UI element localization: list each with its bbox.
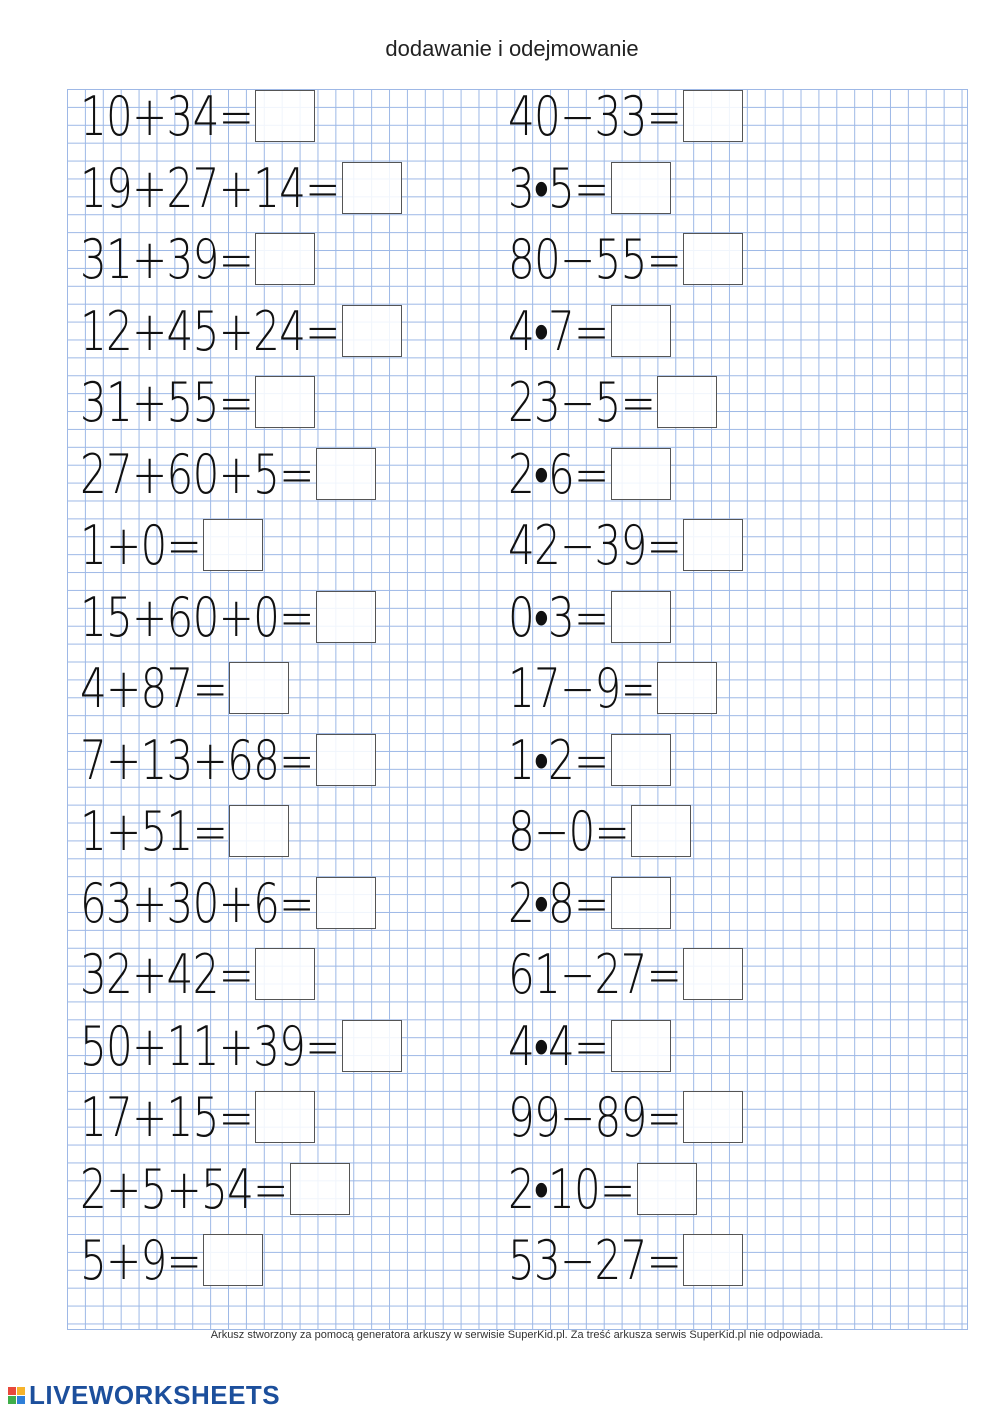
equation-text: 17−9= bbox=[508, 657, 656, 720]
answer-box[interactable] bbox=[683, 948, 743, 1000]
answer-box[interactable] bbox=[342, 305, 402, 357]
equation-text: 5+9= bbox=[80, 1229, 202, 1292]
equation-text: 2•10= bbox=[508, 1157, 635, 1221]
answer-box[interactable] bbox=[637, 1163, 697, 1215]
answer-box[interactable] bbox=[255, 1091, 315, 1143]
answer-box[interactable] bbox=[203, 519, 263, 571]
equation-text: 12+45+24= bbox=[80, 299, 340, 363]
equation-text: 27+60+5= bbox=[80, 442, 314, 506]
equation-text: 4+87= bbox=[80, 657, 228, 720]
answer-box[interactable] bbox=[316, 877, 376, 929]
equation-text: 50+11+39= bbox=[80, 1014, 340, 1078]
answer-box[interactable] bbox=[631, 805, 691, 857]
answer-box[interactable] bbox=[229, 805, 289, 857]
equation-text: 2•6= bbox=[508, 442, 609, 506]
equation-text: 31+39= bbox=[80, 228, 254, 291]
answer-box[interactable] bbox=[611, 305, 671, 357]
equation-text: 42−39= bbox=[508, 514, 682, 577]
equation-text: 0•3= bbox=[508, 585, 609, 649]
equation-text: 1+51= bbox=[80, 800, 228, 863]
equation-text: 7+13+68= bbox=[80, 728, 314, 792]
equation-text: 4•4= bbox=[508, 1014, 609, 1078]
equation-text: 40−33= bbox=[508, 85, 682, 148]
equation-text: 19+27+14= bbox=[80, 156, 340, 220]
equation-text: 53−27= bbox=[508, 1229, 682, 1292]
answer-box[interactable] bbox=[316, 591, 376, 643]
answer-box[interactable] bbox=[255, 233, 315, 285]
answer-box[interactable] bbox=[342, 1020, 402, 1072]
equation-text: 15+60+0= bbox=[80, 585, 314, 649]
equation-text: 2•8= bbox=[508, 871, 609, 935]
answer-box[interactable] bbox=[342, 162, 402, 214]
footer-note: Arkusz stworzony za pomocą generatora arkuszy w serwisie SuperKid.pl. Za treść arkusza serwis SuperKid.pl nie odpowiada. bbox=[210, 1329, 824, 1341]
answer-box[interactable] bbox=[316, 448, 376, 500]
worksheet-title: dodawanie i odejmowanie bbox=[385, 36, 639, 61]
logo-squares-icon bbox=[8, 1387, 25, 1404]
equation-text: 4•7= bbox=[508, 299, 609, 363]
answer-box[interactable] bbox=[255, 948, 315, 1000]
answer-box[interactable] bbox=[229, 662, 289, 714]
answer-box[interactable] bbox=[657, 376, 717, 428]
equation-text: 63+30+6= bbox=[80, 871, 314, 935]
logo-text: LIVEWORKSHEETS bbox=[29, 1380, 281, 1410]
answer-box[interactable] bbox=[255, 376, 315, 428]
answer-box[interactable] bbox=[611, 448, 671, 500]
answer-box[interactable] bbox=[611, 591, 671, 643]
answer-box[interactable] bbox=[683, 519, 743, 571]
equation-text: 80−55= bbox=[508, 228, 682, 291]
equation-text: 32+42= bbox=[80, 943, 254, 1006]
answer-box[interactable] bbox=[657, 662, 717, 714]
answer-box[interactable] bbox=[611, 734, 671, 786]
answer-box[interactable] bbox=[683, 90, 743, 142]
answer-box[interactable] bbox=[611, 1020, 671, 1072]
equation-text: 1+0= bbox=[80, 514, 202, 577]
equation-text: 8−0= bbox=[508, 800, 630, 863]
equation-text: 61−27= bbox=[508, 943, 682, 1006]
equation-text: 2+5+54= bbox=[80, 1157, 288, 1221]
answer-box[interactable] bbox=[255, 90, 315, 142]
answer-box[interactable] bbox=[316, 734, 376, 786]
equation-text: 10+34= bbox=[80, 85, 254, 148]
equation-text: 23−5= bbox=[508, 371, 656, 434]
answer-box[interactable] bbox=[290, 1163, 350, 1215]
equation-text: 99−89= bbox=[508, 1086, 682, 1149]
answer-box[interactable] bbox=[683, 233, 743, 285]
liveworksheets-logo[interactable] bbox=[8, 1380, 280, 1411]
answer-box[interactable] bbox=[203, 1234, 263, 1286]
equation-text: 3•5= bbox=[508, 156, 609, 220]
answer-box[interactable] bbox=[611, 877, 671, 929]
equation-text: 31+55= bbox=[80, 371, 254, 434]
answer-box[interactable] bbox=[683, 1091, 743, 1143]
answer-box[interactable] bbox=[611, 162, 671, 214]
equation-text: 1•2= bbox=[508, 728, 609, 792]
equation-text: 17+15= bbox=[80, 1086, 254, 1149]
answer-box[interactable] bbox=[683, 1234, 743, 1286]
